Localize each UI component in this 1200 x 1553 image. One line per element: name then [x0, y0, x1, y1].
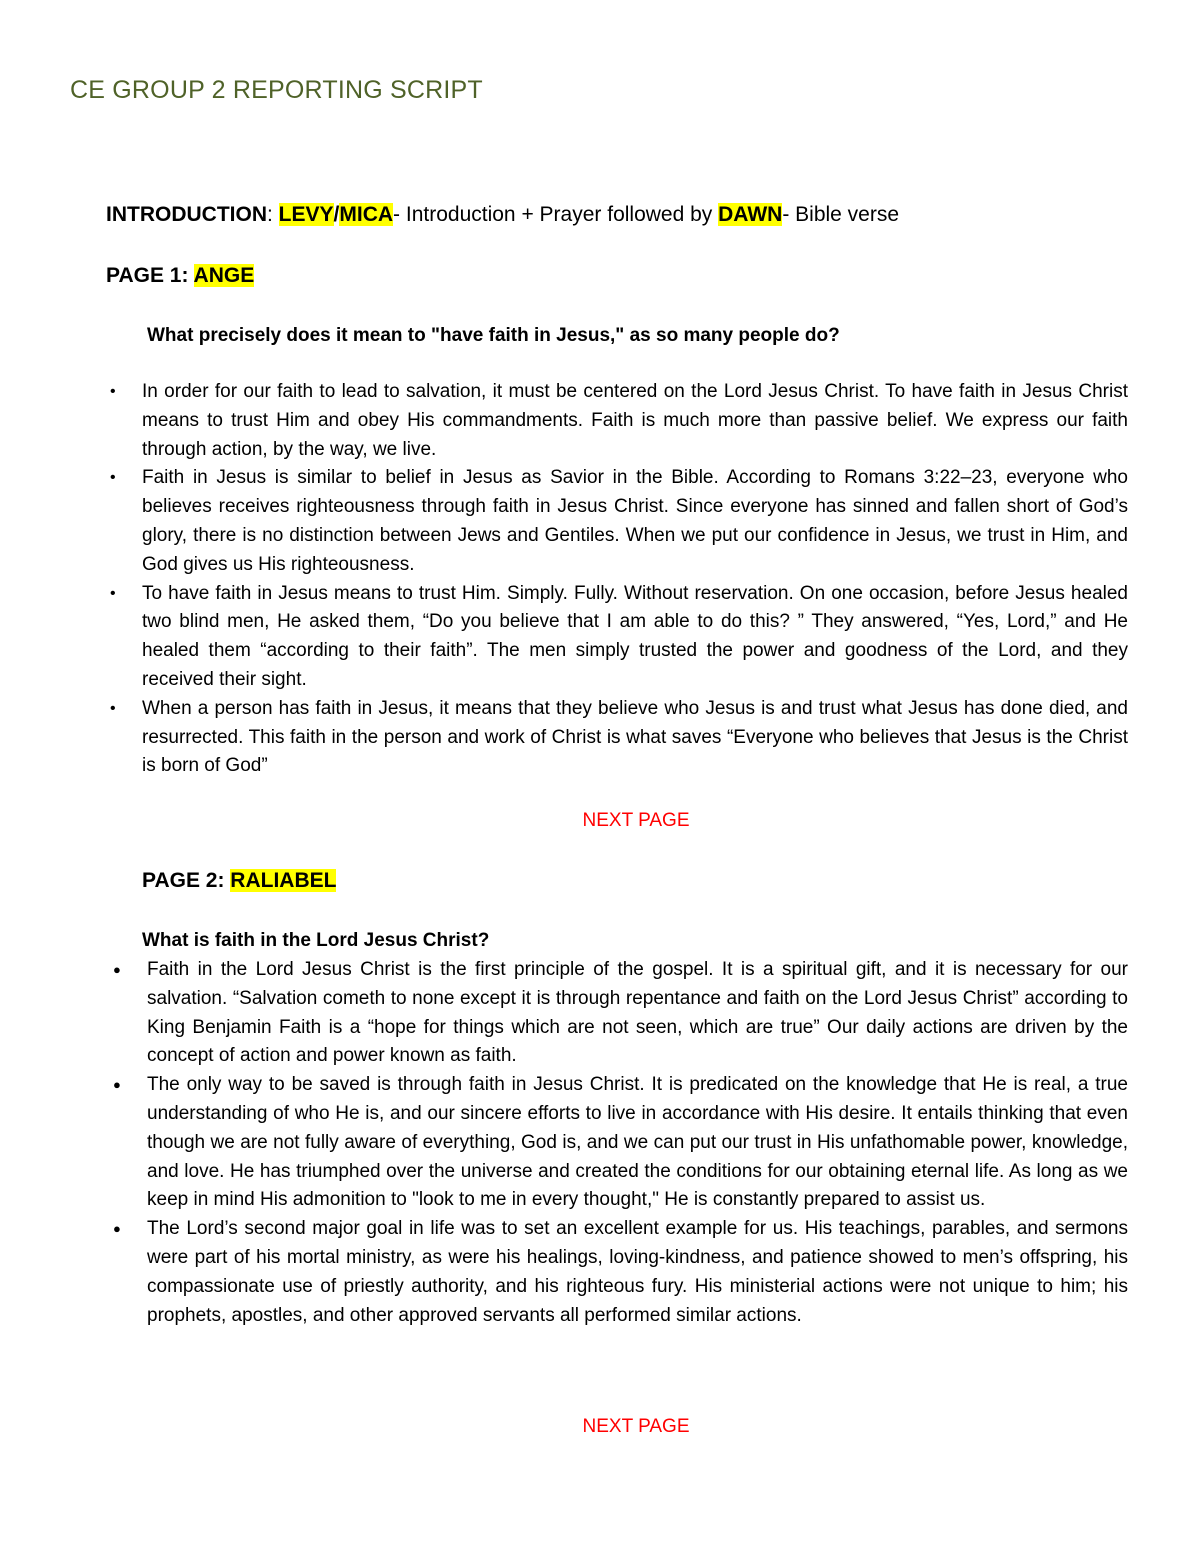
list-item — [110, 464, 1128, 579]
page-1-bullet-list — [110, 378, 1128, 781]
intro-colon: : — [267, 203, 279, 226]
bullet-text: Faith in Jesus is similar to belief in Jesus as Savior in the Bible. According to Romans 3:22–23, everyone who believes receives righteousness through faith in Jesus Christ. Since everyone has sinned and fallen short of God’s glory, there is no distinction between Jews and Gentiles. When we put our confidence in Jesus, we trust in Him, and God gives us His righteousness. — [142, 467, 1128, 575]
bullet-text: The Lord’s second major goal in life was to set an excellent example for us. His teachings, parables, and sermons were part of his mortal ministry, as were his healings, loving-kindness, and patience showed to men’s offspring, his compassionate use of priestly authority, and his righteous fury. His ministerial actions were not unique to him; his prophets, apostles, and other approved servants all performed similar actions. — [147, 1218, 1128, 1326]
intro-text-1: - Introduction + Prayer followed by — [393, 203, 719, 226]
list-item — [110, 378, 1128, 464]
page-2-label: PAGE 2: — [142, 869, 231, 892]
page-2-heading — [142, 867, 336, 895]
presenter-levy: LEVY — [278, 203, 334, 226]
bullet-icon: • — [110, 699, 116, 717]
next-page-marker-1: NEXT PAGE — [582, 810, 690, 831]
page-2-question: What is faith in the Lord Jesus Christ? — [142, 930, 490, 951]
bullet-icon: • — [110, 383, 116, 400]
page-1-label: PAGE 1: — [106, 264, 194, 287]
presenter-mica: MICA — [339, 203, 394, 226]
page-1-heading — [106, 262, 254, 290]
bullet-icon: ● — [113, 1221, 121, 1237]
list-item — [110, 695, 1128, 781]
bullet-icon: • — [110, 469, 116, 487]
bullet-text: In order for our faith to lead to salvation, it must be centered on the Lord Jesus Christ. To have faith in Jesus Christ means to trust Him and obey His commandments. Faith is much more than passive belief. We express our faith through action, by the way, we live. — [142, 381, 1128, 460]
document-title: CE GROUP 2 REPORTING SCRIPT — [70, 76, 483, 104]
bullet-text: The only way to be saved is through faith in Jesus Christ. It is predicated on the knowledge that He is real, a true understanding of who He is, and our sincere efforts to live in accordance with His desire. It entails thinking that even though we are not fully aware of everything, God is, and we can put our trust in His unfathomable power, knowledge, and love. He has triumphed over the universe and created the conditions for our obtaining eternal life. As long as we keep in mind His admonition to "look to me in every thought," He is constantly prepared to assist us. — [147, 1074, 1128, 1211]
intro-slash: / — [333, 203, 340, 226]
next-page-marker-2: NEXT PAGE — [582, 1416, 690, 1437]
list-item — [110, 580, 1128, 695]
list-item — [113, 956, 1128, 1071]
intro-label: INTRODUCTION — [106, 203, 267, 226]
bullet-icon: ● — [113, 962, 121, 977]
bullet-icon: • — [110, 584, 116, 602]
bullet-text: Faith in the Lord Jesus Christ is the first principle of the gospel. It is a spiritual gift, and it is necessary for our salvation. “Salvation cometh to none except it is through repentance and faith on the Lord Jesus Christ” according to King Benjamin Faith is a “hope for things which are not seen, which are true” Our daily actions are driven by the concept of action and power known as faith. — [147, 959, 1128, 1067]
page-1-presenter: ANGE — [193, 264, 255, 287]
bullet-text: When a person has faith in Jesus, it means that they believe who Jesus is and trust what Jesus has done died, and resurrected. This faith in the person and work of Christ is what saves “Everyone who believes that Jesus is the Christ is born of God” — [142, 697, 1128, 777]
list-item — [113, 1071, 1128, 1215]
intro-text-2: - Bible verse — [782, 203, 900, 226]
bullet-text: To have faith in Jesus means to trust Him. Simply. Fully. Without reservation. On one occasion, before Jesus healed two blind men, He asked them, “Do you believe that I am able to do this? ” They answered, “Yes, Lord,” and He healed them “according to their faith”. The men simply trusted the power and goodness of the Lord, and they received their sight. — [142, 582, 1128, 690]
page-2-bullet-list — [113, 956, 1128, 1330]
list-item — [113, 1215, 1128, 1330]
introduction-line — [106, 201, 899, 229]
page-1-question: What precisely does it mean to "have faith in Jesus," as so many people do? — [147, 325, 840, 346]
page-2-presenter: RALIABEL — [230, 869, 337, 892]
bullet-icon: ● — [113, 1077, 121, 1093]
presenter-dawn: DAWN — [718, 203, 783, 226]
